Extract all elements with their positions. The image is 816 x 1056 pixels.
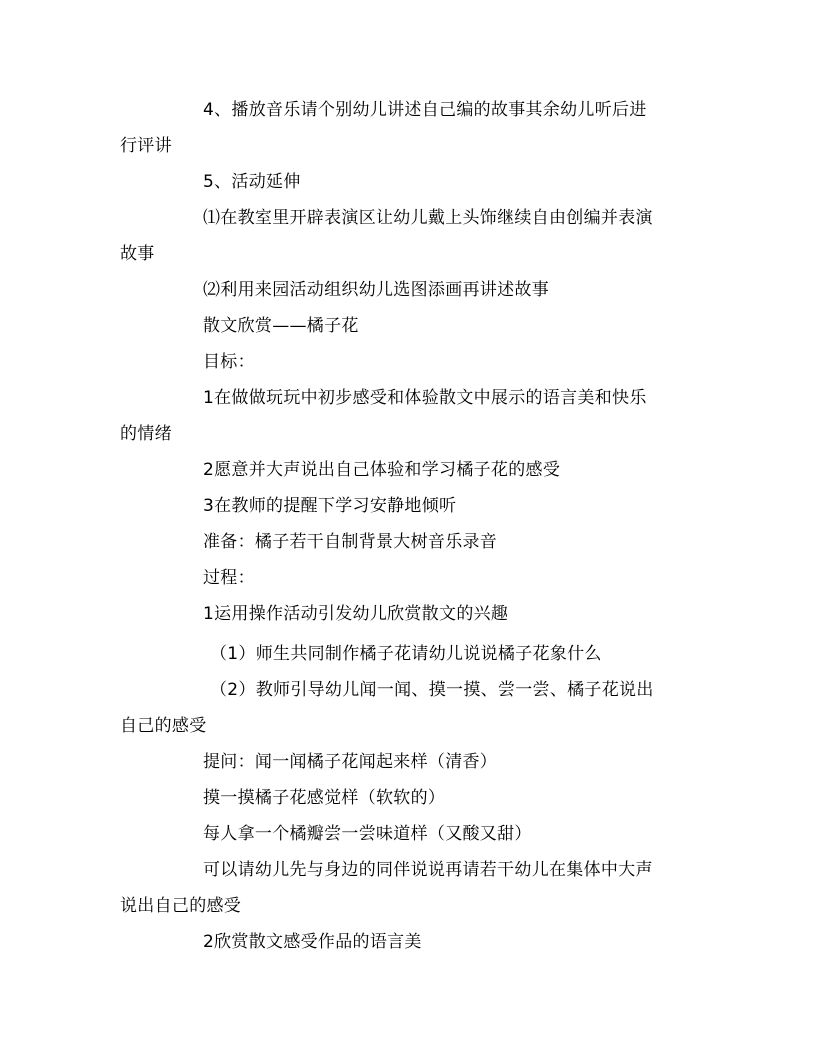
paragraph-line: 1运用操作活动引发幼儿欣赏散文的兴趣 bbox=[203, 604, 509, 624]
paragraph-line: 4、播放音乐请个别幼儿讲述自己编的故事其余幼儿听后进 bbox=[203, 100, 647, 120]
section-heading: 目标： bbox=[203, 352, 255, 372]
paragraph-line: 的情绪 bbox=[120, 424, 172, 444]
paragraph-line: 3在教师的提醒下学习安静地倾听 bbox=[203, 496, 457, 516]
paragraph-line: 2愿意并大声说出自己体验和学习橘子花的感受 bbox=[203, 460, 561, 480]
paragraph-line: 可以请幼儿先与身边的同伴说说再请若干幼儿在集体中大声 bbox=[203, 860, 653, 880]
paragraph-line: （1）师生共同制作橘子花请幼儿说说橘子花象什么 bbox=[210, 644, 602, 664]
paragraph-line: 说出自己的感受 bbox=[120, 896, 242, 916]
paragraph-line: ⑵利用来园活动组织幼儿选图添画再讲述故事 bbox=[203, 280, 549, 300]
paragraph-line: 2欣赏散文感受作品的语言美 bbox=[203, 932, 422, 952]
section-heading: 过程： bbox=[203, 568, 255, 588]
paragraph-line: 准备：橘子若干自制背景大树音乐录音 bbox=[203, 532, 498, 552]
paragraph-line: （2）教师引导幼儿闻一闻、摸一摸、尝一尝、橘子花说出 bbox=[210, 680, 654, 700]
paragraph-line: 1在做做玩玩中初步感受和体验散文中展示的语言美和快乐 bbox=[203, 388, 647, 408]
section-heading: 5、活动延伸 bbox=[203, 172, 301, 192]
paragraph-line: 提问：闻一闻橘子花闻起来样（清香） bbox=[203, 752, 498, 772]
paragraph-line: 自己的感受 bbox=[120, 716, 207, 736]
paragraph-line: 摸一摸橘子花感觉样（软软的） bbox=[203, 788, 446, 808]
lesson-title: 散文欣赏——橘子花 bbox=[203, 316, 359, 336]
paragraph-line: 每人拿一个橘瓣尝一尝味道样（又酸又甜） bbox=[203, 824, 532, 844]
paragraph-line: 故事 bbox=[120, 244, 155, 264]
paragraph-line: ⑴在教室里开辟表演区让幼儿戴上头饰继续自由创编并表演 bbox=[203, 208, 653, 228]
paragraph-line: 行评讲 bbox=[120, 136, 172, 156]
